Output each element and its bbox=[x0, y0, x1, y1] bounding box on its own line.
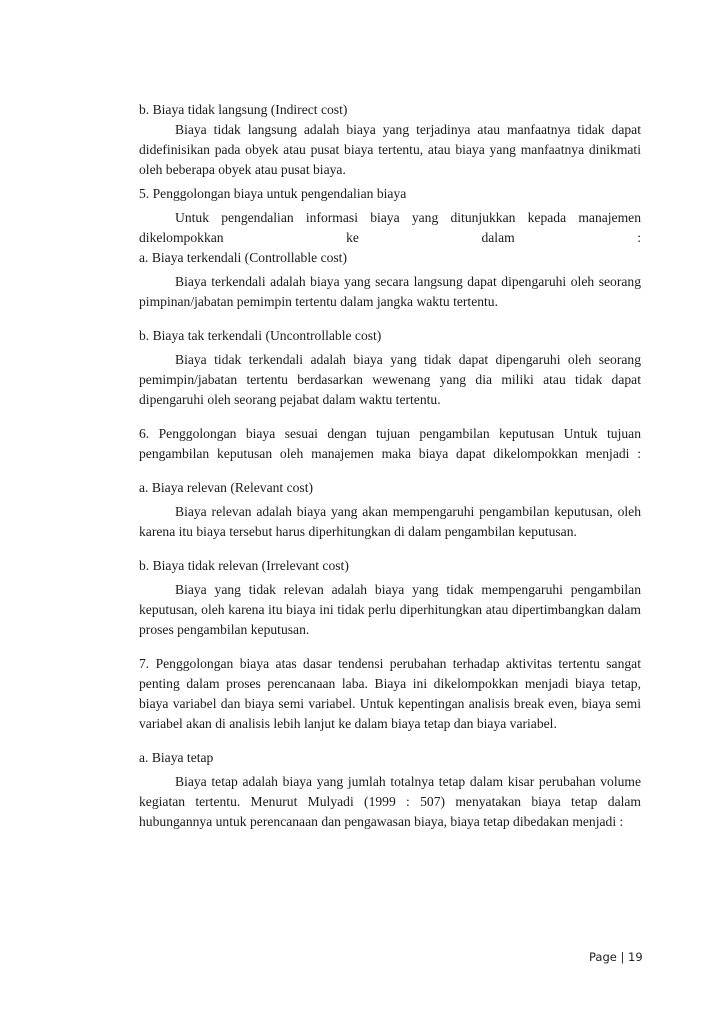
paragraph-section-7: 7. Penggolongan biaya atas dasar tendensi perubahan terhadap aktivitas tertentu sangat penting dalam proses perencanaan laba. Biaya ini dikelompokkan menjadi biaya tetap, biaya variabel dan biaya semi variabel. Untuk kepentingan analisis break even, biaya semi variabel akan di analisis lebih lanjut ke dalam biaya tetap dan biaya variabel. bbox=[139, 656, 641, 731]
page-number-footer: Page | 19 bbox=[589, 950, 643, 964]
paragraph-fixed-cost: Biaya tetap adalah biaya yang jumlah totalnya tetap dalam kisar perubahan volume kegiatan tertentu. Menurut Mulyadi (1999 : 507) menyatakan biaya tetap dalam hubungannya untuk perencanaan dan pengawasan biaya, biaya tetap dibedakan menjadi : bbox=[139, 774, 641, 829]
heading-section-5: 5. Penggolongan biaya untuk pengendalian biaya bbox=[139, 186, 407, 201]
paragraph-controllable-cost: Biaya terkendali adalah biaya yang secara langsung dapat dipengaruhi oleh seorang pimpinan/jabatan pemimpin tertentu dalam jangka waktu tertentu. bbox=[139, 274, 641, 309]
heading-irrelevant-cost: b. Biaya tidak relevan (Irrelevant cost) bbox=[139, 558, 349, 573]
paragraph-indirect-cost: Biaya tidak langsung adalah biaya yang terjadinya atau manfaatnya tidak dapat didefinisikan pada obyek atau pusat biaya tertentu, atau biaya yang manfaatnya dinikmati oleh beberapa obyek atau pusat biaya. bbox=[139, 122, 641, 177]
heading-relevant-cost: a. Biaya relevan (Relevant cost) bbox=[139, 480, 313, 495]
heading-fixed-cost: a. Biaya tetap bbox=[139, 750, 214, 765]
paragraph-relevant-cost: Biaya relevan adalah biaya yang akan mempengaruhi pengambilan keputusan, oleh karena itu biaya tersebut harus diperhitungkan di dalam pengambilan keputusan. bbox=[139, 504, 641, 539]
page-body bbox=[139, 100, 641, 832]
heading-controllable-cost: a. Biaya terkendali (Controllable cost) bbox=[139, 250, 347, 265]
paragraph-section-6: 6. Penggolongan biaya sesuai dengan tujuan pengambilan keputusan Untuk tujuan pengambilan keputusan oleh manajemen maka biaya dapat dikelompokkan menjadi : bbox=[139, 426, 641, 461]
heading-uncontrollable-cost: b. Biaya tak terkendali (Uncontrollable cost) bbox=[139, 328, 382, 343]
paragraph-uncontrollable-cost: Biaya tidak terkendali adalah biaya yang tidak dapat dipengaruhi oleh seorang pemimpin/jabatan tertentu berdasarkan wewenang yang dia miliki atau tidak dapat dipengaruhi oleh seorang pejabat dalam waktu tertentu. bbox=[139, 352, 641, 407]
heading-indirect-cost: b. Biaya tidak langsung (Indirect cost) bbox=[139, 102, 348, 117]
paragraph-irrelevant-cost: Biaya yang tidak relevan adalah biaya yang tidak mempengaruhi pengambilan keputusan, oleh karena itu biaya ini tidak perlu diperhitungkan atau dipertimbangkan dalam proses pengambilan keputusan. bbox=[139, 582, 641, 637]
paragraph-section-5: Untuk pengendalian informasi biaya yang ditunjukkan kepada manajemen dikelompokkan ke dalam : bbox=[139, 210, 641, 245]
